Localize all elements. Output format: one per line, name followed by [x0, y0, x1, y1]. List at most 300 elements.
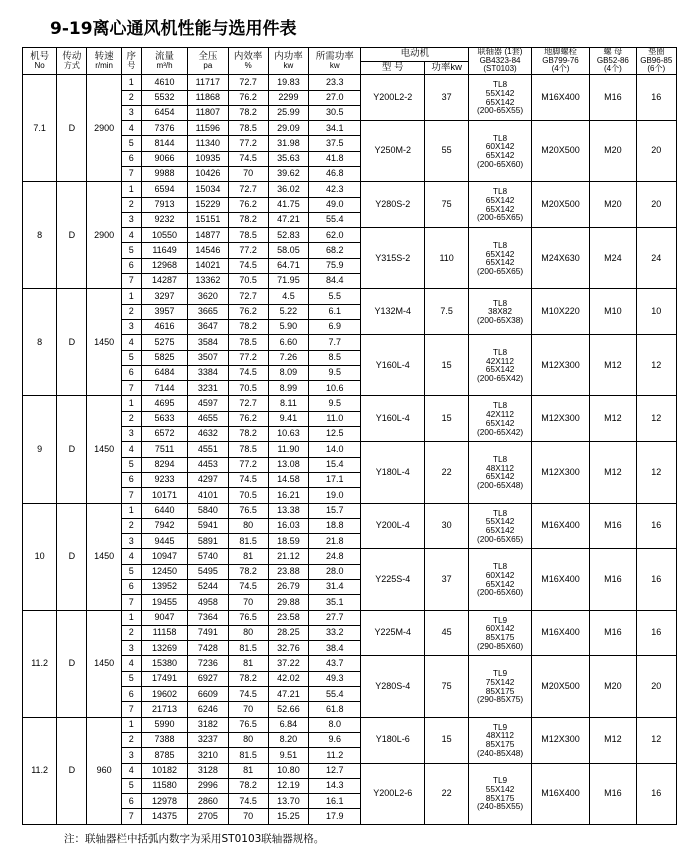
cell-eff: 77.2	[228, 457, 268, 472]
cell-mpower: 37	[424, 549, 468, 610]
cell-ip: 41.75	[268, 197, 308, 212]
cell-mpower: 45	[424, 610, 468, 656]
cell-ip: 42.02	[268, 671, 308, 686]
cell-motor: Y280S-2	[361, 182, 424, 228]
cell-eff: 77.2	[228, 136, 268, 151]
cell-ip: 13.70	[268, 794, 308, 809]
th-speed: 转速 r/min	[87, 48, 121, 75]
cell-idx: 1	[121, 717, 141, 732]
coupling-line: 38X82	[488, 306, 513, 317]
cell-drive: D	[57, 75, 87, 182]
cell-washer: 16	[636, 503, 676, 549]
cell-ip: 10.63	[268, 427, 308, 442]
cell-ip: 52.66	[268, 702, 308, 717]
cell-eff: 81	[228, 656, 268, 671]
cell-ip: 36.02	[268, 182, 308, 197]
cell-drive: D	[57, 503, 87, 610]
coupling-line: (200-65X42)	[476, 426, 524, 437]
cell-ip: 7.26	[268, 350, 308, 365]
cell-eff: 76.2	[228, 197, 268, 212]
cell-pressure: 4101	[188, 488, 228, 503]
cell-idx: 2	[121, 197, 141, 212]
cell-bolt: M16X400	[531, 610, 589, 656]
cell-motor: Y200L2-6	[361, 763, 424, 824]
cell-ip: 14.58	[268, 472, 308, 487]
cell-no: 11.2	[23, 717, 57, 824]
cell-motor: Y160L-4	[361, 396, 424, 442]
cell-idx: 2	[121, 411, 141, 426]
cell-idx: 2	[121, 732, 141, 747]
cell-eff: 72.7	[228, 289, 268, 304]
cell-pressure: 4958	[188, 595, 228, 610]
cell-eff: 76.5	[228, 717, 268, 732]
cell-ip: 25.99	[268, 105, 308, 120]
cell-rp: 14.0	[309, 442, 361, 457]
coupling-line: 75X142	[485, 676, 515, 687]
cell-eff: 78.2	[228, 778, 268, 793]
cell-nut: M16	[590, 75, 636, 121]
cell-nut: M12	[590, 396, 636, 442]
cell-ip: 4.5	[268, 289, 308, 304]
cell-bolt: M10X220	[531, 289, 589, 335]
cell-rp: 6.1	[309, 304, 361, 319]
th-nut: 螺 母 GB52-86 (4个)	[590, 48, 636, 75]
cell-washer: 16	[636, 763, 676, 824]
cell-rp: 15.7	[309, 503, 361, 518]
table-header	[23, 48, 677, 75]
cell-eff: 70.5	[228, 488, 268, 503]
cell-ip: 29.09	[268, 121, 308, 136]
cell-motor: Y200L2-2	[361, 75, 424, 121]
cell-pressure: 15229	[188, 197, 228, 212]
cell-mpower: 22	[424, 442, 468, 503]
footnote: 注：联轴器栏中括弧内数字为采用ST0103联轴器规格。	[64, 832, 325, 845]
cell-ip: 21.12	[268, 549, 308, 564]
header-row-1	[23, 48, 677, 62]
cell-eff: 76.2	[228, 411, 268, 426]
cell-ip: 31.98	[268, 136, 308, 151]
cell-pressure: 6609	[188, 687, 228, 702]
cell-eff: 76.5	[228, 503, 268, 518]
cell-motor: Y180L-4	[361, 442, 424, 503]
cell-ip: 13.08	[268, 457, 308, 472]
cell-idx: 7	[121, 702, 141, 717]
cell-no: 8	[23, 182, 57, 289]
cell-eff: 72.7	[228, 396, 268, 411]
cell-eff: 78.2	[228, 564, 268, 579]
cell-washer: 12	[636, 717, 676, 763]
cell-ip: 37.22	[268, 656, 308, 671]
table-row	[23, 75, 677, 90]
cell-ip: 8.99	[268, 381, 308, 396]
cell-pressure: 6246	[188, 702, 228, 717]
cell-idx: 3	[121, 641, 141, 656]
cell-rp: 34.1	[309, 121, 361, 136]
cell-rp: 8.0	[309, 717, 361, 732]
cell-coupling	[469, 335, 531, 396]
cell-eff: 72.7	[228, 182, 268, 197]
th-flow: 流量 m³/h	[141, 48, 187, 75]
cell-flow: 10171	[141, 488, 187, 503]
cell-idx: 7	[121, 488, 141, 503]
cell-nut: M16	[590, 763, 636, 824]
cell-idx: 3	[121, 105, 141, 120]
cell-eff: 81.5	[228, 641, 268, 656]
cell-mpower: 75	[424, 182, 468, 228]
th-model-no: 机号 No	[23, 48, 57, 75]
cell-rp: 17.1	[309, 472, 361, 487]
cell-mpower: 37	[424, 75, 468, 121]
cell-flow: 10182	[141, 763, 187, 778]
cell-speed: 960	[87, 717, 121, 824]
cell-rp: 12.5	[309, 427, 361, 442]
cell-idx: 5	[121, 243, 141, 258]
cell-flow: 13952	[141, 580, 187, 595]
cell-mpower: 15	[424, 717, 468, 763]
cell-ip: 15.25	[268, 809, 308, 824]
cell-eff: 76.5	[228, 610, 268, 625]
cell-motor: Y315S-2	[361, 228, 424, 289]
cell-washer: 12	[636, 335, 676, 396]
cell-eff: 78.5	[228, 335, 268, 350]
cell-coupling	[469, 549, 531, 610]
coupling-line: 48X112	[486, 462, 515, 473]
cell-rp: 8.5	[309, 350, 361, 365]
coupling-line: TL8	[492, 79, 508, 90]
cell-rp: 7.7	[309, 335, 361, 350]
cell-washer: 24	[636, 228, 676, 289]
coupling-line: (240-85X55)	[476, 801, 524, 812]
cell-nut: M20	[590, 182, 636, 228]
cell-idx: 4	[121, 549, 141, 564]
cell-pressure: 14877	[188, 228, 228, 243]
cell-pressure: 4551	[188, 442, 228, 457]
cell-idx: 4	[121, 656, 141, 671]
cell-pressure: 3384	[188, 365, 228, 380]
coupling-line: 65X142	[485, 364, 515, 375]
cell-eff: 70	[228, 595, 268, 610]
cell-eff: 74.5	[228, 794, 268, 809]
coupling-line: TL8	[492, 132, 508, 143]
cell-rp: 38.4	[309, 641, 361, 656]
cell-eff: 78.5	[228, 228, 268, 243]
cell-rp: 27.0	[309, 90, 361, 105]
cell-rp: 84.4	[309, 274, 361, 289]
cell-motor: Y250M-2	[361, 121, 424, 182]
cell-idx: 5	[121, 564, 141, 579]
cell-eff: 77.2	[228, 243, 268, 258]
cell-eff: 81	[228, 549, 268, 564]
cell-pressure: 14546	[188, 243, 228, 258]
table-body	[23, 75, 677, 825]
table-row	[23, 763, 677, 778]
cell-flow: 6572	[141, 427, 187, 442]
cell-flow: 8785	[141, 748, 187, 763]
cell-eff: 78.2	[228, 319, 268, 334]
coupling-line: 42X112	[486, 409, 515, 420]
cell-pressure: 3210	[188, 748, 228, 763]
cell-motor: Y160L-4	[361, 335, 424, 396]
cell-motor: Y200L-4	[361, 503, 424, 549]
cell-rp: 15.4	[309, 457, 361, 472]
cell-pressure: 3507	[188, 350, 228, 365]
cell-coupling	[469, 610, 531, 656]
cell-idx: 4	[121, 335, 141, 350]
cell-idx: 3	[121, 212, 141, 227]
cell-pressure: 7428	[188, 641, 228, 656]
cell-pressure: 3128	[188, 763, 228, 778]
cell-flow: 7144	[141, 381, 187, 396]
cell-flow: 9988	[141, 166, 187, 181]
cell-pressure: 2705	[188, 809, 228, 824]
cell-pressure: 7236	[188, 656, 228, 671]
cell-mpower: 75	[424, 656, 468, 717]
cell-nut: M12	[590, 335, 636, 396]
cell-rp: 14.3	[309, 778, 361, 793]
cell-flow: 7942	[141, 518, 187, 533]
cell-flow: 8144	[141, 136, 187, 151]
coupling-line: 48X112	[486, 730, 515, 741]
cell-bolt: M16X400	[531, 763, 589, 824]
cell-pressure: 5495	[188, 564, 228, 579]
cell-flow: 9047	[141, 610, 187, 625]
table-row	[23, 121, 677, 136]
th-pressure: 全压 pa	[188, 48, 228, 75]
cell-idx: 2	[121, 304, 141, 319]
cell-idx: 4	[121, 228, 141, 243]
cell-bolt: M12X300	[531, 335, 589, 396]
cell-flow: 15380	[141, 656, 187, 671]
cell-coupling	[469, 503, 531, 549]
table-row	[23, 442, 677, 457]
cell-flow: 17491	[141, 671, 187, 686]
cell-rp: 23.3	[309, 75, 361, 90]
cell-eff: 80	[228, 732, 268, 747]
cell-eff: 81.5	[228, 748, 268, 763]
cell-eff: 81	[228, 763, 268, 778]
coupling-line: TL9	[492, 721, 508, 732]
cell-idx: 4	[121, 442, 141, 457]
cell-idx: 7	[121, 809, 141, 824]
cell-idx: 1	[121, 289, 141, 304]
cell-pressure: 5740	[188, 549, 228, 564]
cell-idx: 2	[121, 90, 141, 105]
cell-eff: 74.5	[228, 258, 268, 273]
cell-rp: 9.5	[309, 396, 361, 411]
cell-rp: 27.7	[309, 610, 361, 625]
coupling-line: TL8	[492, 561, 508, 572]
cell-washer: 20	[636, 656, 676, 717]
cell-coupling	[469, 763, 531, 824]
coupling-line: 65X142	[485, 417, 515, 428]
cell-coupling	[469, 228, 531, 289]
cell-idx: 6	[121, 472, 141, 487]
cell-flow: 19602	[141, 687, 187, 702]
cell-eff: 72.7	[228, 75, 268, 90]
cell-idx: 6	[121, 151, 141, 166]
cell-ip: 71.95	[268, 274, 308, 289]
coupling-line: 65X142	[485, 578, 515, 589]
cell-rp: 61.8	[309, 702, 361, 717]
cell-ip: 39.62	[268, 166, 308, 181]
coupling-line: 65X142	[485, 524, 515, 535]
cell-flow: 13269	[141, 641, 187, 656]
cell-bolt: M20X500	[531, 656, 589, 717]
coupling-line: 65X142	[485, 203, 515, 214]
cell-rp: 41.8	[309, 151, 361, 166]
cell-coupling	[469, 442, 531, 503]
table-row	[23, 396, 677, 411]
coupling-line: 60X142	[485, 141, 515, 152]
cell-rp: 9.6	[309, 732, 361, 747]
cell-eff: 70.5	[228, 381, 268, 396]
cell-no: 11.2	[23, 610, 57, 717]
cell-flow: 11158	[141, 625, 187, 640]
cell-ip: 16.03	[268, 518, 308, 533]
cell-eff: 78.2	[228, 105, 268, 120]
coupling-line: TL9	[492, 775, 508, 786]
cell-rp: 49.3	[309, 671, 361, 686]
cell-pressure: 3584	[188, 335, 228, 350]
cell-flow: 7376	[141, 121, 187, 136]
fan-performance-table	[22, 47, 677, 825]
cell-ip: 11.90	[268, 442, 308, 457]
cell-idx: 2	[121, 625, 141, 640]
cell-eff: 80	[228, 518, 268, 533]
coupling-line: 85X175	[485, 685, 515, 696]
cell-eff: 76.2	[228, 304, 268, 319]
cell-motor: Y180L-6	[361, 717, 424, 763]
cell-ip: 5.22	[268, 304, 308, 319]
coupling-line: TL8	[492, 239, 508, 250]
th-washer: 垫圈 GB96-85 (6个)	[636, 48, 676, 75]
cell-speed: 2900	[87, 182, 121, 289]
cell-pressure: 7364	[188, 610, 228, 625]
cell-ip: 64.71	[268, 258, 308, 273]
cell-ip: 35.63	[268, 151, 308, 166]
cell-washer: 12	[636, 442, 676, 503]
cell-pressure: 10426	[188, 166, 228, 181]
cell-rp: 16.1	[309, 794, 361, 809]
coupling-line: (290-85X75)	[476, 694, 524, 705]
cell-eff: 74.5	[228, 472, 268, 487]
table-row	[23, 289, 677, 304]
cell-pressure: 3665	[188, 304, 228, 319]
cell-rp: 11.0	[309, 411, 361, 426]
coupling-line: TL8	[492, 507, 508, 518]
cell-rp: 33.2	[309, 625, 361, 640]
cell-rp: 55.4	[309, 687, 361, 702]
cell-ip: 2299	[268, 90, 308, 105]
coupling-line: (200-65X42)	[476, 373, 524, 384]
cell-eff: 77.2	[228, 350, 268, 365]
coupling-line: (240-85X48)	[476, 747, 524, 758]
cell-idx: 2	[121, 518, 141, 533]
cell-coupling	[469, 717, 531, 763]
cell-eff: 78.2	[228, 212, 268, 227]
cell-rp: 5.5	[309, 289, 361, 304]
cell-flow: 6484	[141, 365, 187, 380]
cell-idx: 6	[121, 258, 141, 273]
cell-no: 8	[23, 289, 57, 396]
th-anchor-bolt: 地脚螺栓 GB799-76 (4个)	[531, 48, 589, 75]
cell-ip: 28.25	[268, 625, 308, 640]
cell-ip: 6.84	[268, 717, 308, 732]
cell-idx: 1	[121, 503, 141, 518]
cell-ip: 9.51	[268, 748, 308, 763]
cell-flow: 5825	[141, 350, 187, 365]
cell-nut: M12	[590, 717, 636, 763]
cell-flow: 7388	[141, 732, 187, 747]
cell-ip: 23.58	[268, 610, 308, 625]
coupling-line: (200-65X60)	[476, 587, 524, 598]
cell-pressure: 2996	[188, 778, 228, 793]
coupling-line: 55X142	[485, 516, 515, 527]
cell-nut: M20	[590, 656, 636, 717]
cell-idx: 5	[121, 671, 141, 686]
coupling-line: (200-65X65)	[476, 212, 524, 223]
coupling-line: (290-85X60)	[476, 640, 524, 651]
cell-flow: 4610	[141, 75, 187, 90]
cell-idx: 6	[121, 365, 141, 380]
cell-drive: D	[57, 289, 87, 396]
coupling-line: (200-65X38)	[476, 315, 524, 326]
cell-rp: 6.9	[309, 319, 361, 334]
cell-mpower: 55	[424, 121, 468, 182]
cell-ip: 9.41	[268, 411, 308, 426]
cell-speed: 1450	[87, 396, 121, 503]
cell-ip: 13.38	[268, 503, 308, 518]
cell-ip: 8.09	[268, 365, 308, 380]
cell-nut: M16	[590, 503, 636, 549]
cell-flow: 3297	[141, 289, 187, 304]
cell-idx: 4	[121, 121, 141, 136]
cell-eff: 70	[228, 166, 268, 181]
cell-flow: 10550	[141, 228, 187, 243]
coupling-line: TL9	[492, 668, 508, 679]
cell-no: 7.1	[23, 75, 57, 182]
cell-flow: 12978	[141, 794, 187, 809]
cell-rp: 9.5	[309, 365, 361, 380]
cell-pressure: 11717	[188, 75, 228, 90]
cell-rp: 75.9	[309, 258, 361, 273]
cell-pressure: 2860	[188, 794, 228, 809]
cell-pressure: 3647	[188, 319, 228, 334]
cell-eff: 78.5	[228, 442, 268, 457]
cell-pressure: 10935	[188, 151, 228, 166]
cell-mpower: 7.5	[424, 289, 468, 335]
cell-pressure: 11807	[188, 105, 228, 120]
cell-flow: 14287	[141, 274, 187, 289]
cell-flow: 7511	[141, 442, 187, 457]
cell-washer: 16	[636, 610, 676, 656]
th-coupling: 联轴器 (1套) GB4323-84 (ST0103)	[469, 48, 531, 75]
cell-pressure: 11596	[188, 121, 228, 136]
cell-pressure: 6927	[188, 671, 228, 686]
coupling-line: 60X142	[485, 623, 515, 634]
cell-drive: D	[57, 610, 87, 717]
table-row	[23, 656, 677, 671]
cell-washer: 16	[636, 549, 676, 610]
coupling-line: 65X142	[485, 248, 515, 259]
cell-mpower: 22	[424, 763, 468, 824]
coupling-line: TL8	[492, 454, 508, 465]
cell-flow: 12968	[141, 258, 187, 273]
coupling-line: 42X112	[486, 355, 515, 366]
cell-eff: 70	[228, 809, 268, 824]
cell-coupling	[469, 182, 531, 228]
cell-ip: 26.79	[268, 580, 308, 595]
